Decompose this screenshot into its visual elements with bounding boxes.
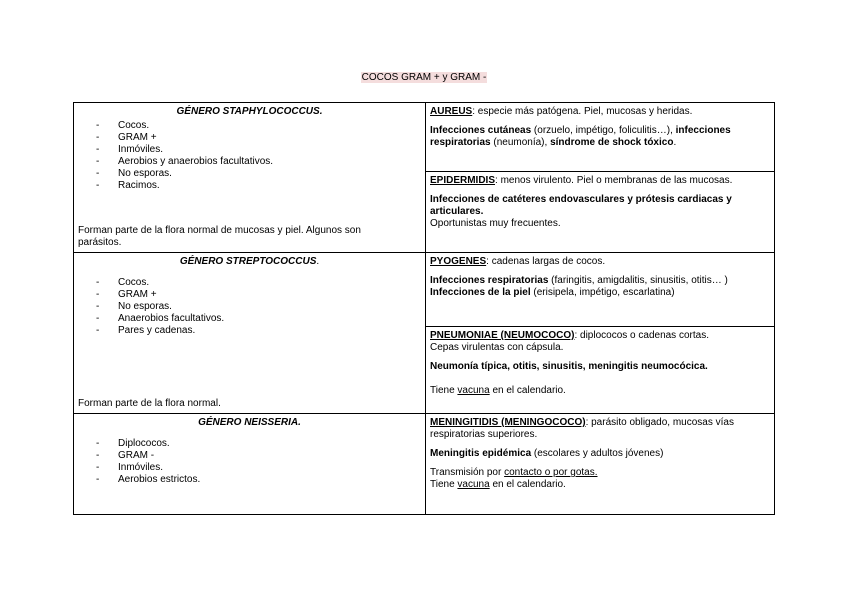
table-row <box>74 103 775 172</box>
list-item: - Cocos. <box>96 120 421 132</box>
list-item: - Inmóviles. <box>96 144 421 156</box>
list-item: - Racimos. <box>96 180 421 192</box>
staph-genus-title: GÉNERO STAPHYLOCOCCUS. <box>176 106 323 117</box>
list-item: - Inmóviles. <box>96 462 421 474</box>
pneumoniae-cell: PNEUMONIAE (NEUMOCOCO): diplococos o cadenas cortas. Cepas virulentas con cápsula. Neumonía típica, otitis, sinusitis, meningitis neumocócica. Tiene vacuna en el calendario. <box>426 327 775 414</box>
document-title: COCOS GRAM + y GRAM - <box>361 72 487 83</box>
transmission-text: contacto o por gotas. <box>504 467 598 478</box>
staph-note: Forman parte de la flora normal de mucosas y piel. Algunos son parásitos. <box>78 225 361 248</box>
strep-traits-list <box>78 277 421 337</box>
epidermidis-name: EPIDERMIDIS <box>430 175 496 186</box>
vaccine-link: vacuna <box>457 385 490 396</box>
staph-traits-list <box>78 120 421 192</box>
list-item: - Diplococos. <box>96 438 421 450</box>
neisseria-traits-list <box>78 438 421 486</box>
aureus-cell: AUREUS: especie más patógena. Piel, mucosas y heridas. Infecciones cutáneas (orzuelo, impétigo, foliculitis…), infecciones respiratorias (neumonía), síndrome de shock tóxico. <box>426 103 775 172</box>
aureus-name: AUREUS <box>430 106 473 117</box>
vaccine-link: vacuna <box>457 479 490 490</box>
strep-genus-cell <box>74 253 426 414</box>
list-item: - No esporas. <box>96 168 421 180</box>
list-item: - GRAM + <box>96 132 421 144</box>
list-item: - GRAM + <box>96 289 421 301</box>
neisseria-genus-title: GÉNERO NEISSERIA. <box>198 417 301 428</box>
bacteria-table <box>73 102 775 515</box>
strep-genus-title: GÉNERO STREPTOCOCCUS. <box>179 256 320 267</box>
pyogenes-name: PYOGENES <box>430 256 487 267</box>
table-row <box>74 253 775 327</box>
pneumoniae-name: PNEUMONIAE (NEUMOCOCO) <box>430 330 575 341</box>
list-item: - Pares y cadenas. <box>96 325 421 337</box>
table-row <box>74 414 775 515</box>
meningitidis-name: MENINGITIDIS (MENINGOCOCO) <box>430 417 586 428</box>
list-item: - Anaerobios facultativos. <box>96 313 421 325</box>
pyogenes-cell: PYOGENES: cadenas largas de cocos. Infecciones respiratorias (faringitis, amigdalitis, sinusitis, otitis… ) Infecciones de la piel (erisipela, impétigo, escarlatina) <box>426 253 775 327</box>
list-item: - Cocos. <box>96 277 421 289</box>
meningitidis-cell: MENINGITIDIS (MENINGOCOCO): parásito obligado, mucosas vías respiratorias superiores. Meningitis epidémica (escolares y adultos jóvenes) Transmisión por contacto o por gotas. Tiene vacuna en el calendario. <box>426 414 775 515</box>
list-item: - No esporas. <box>96 301 421 313</box>
epidermidis-cell: EPIDERMIDIS: menos virulento. Piel o membranas de las mucosas. Infecciones de catéteres endovasculares y prótesis cardiacas y articulares. Oportunistas muy frecuentes. <box>426 172 775 253</box>
list-item: - GRAM - <box>96 450 421 462</box>
list-item: - Aerobios estrictos. <box>96 474 421 486</box>
list-item: - Aerobios y anaerobios facultativos. <box>96 156 421 168</box>
neisseria-genus-cell <box>74 414 426 515</box>
strep-note: Forman parte de la flora normal. <box>78 398 221 409</box>
staph-genus-cell <box>74 103 426 253</box>
